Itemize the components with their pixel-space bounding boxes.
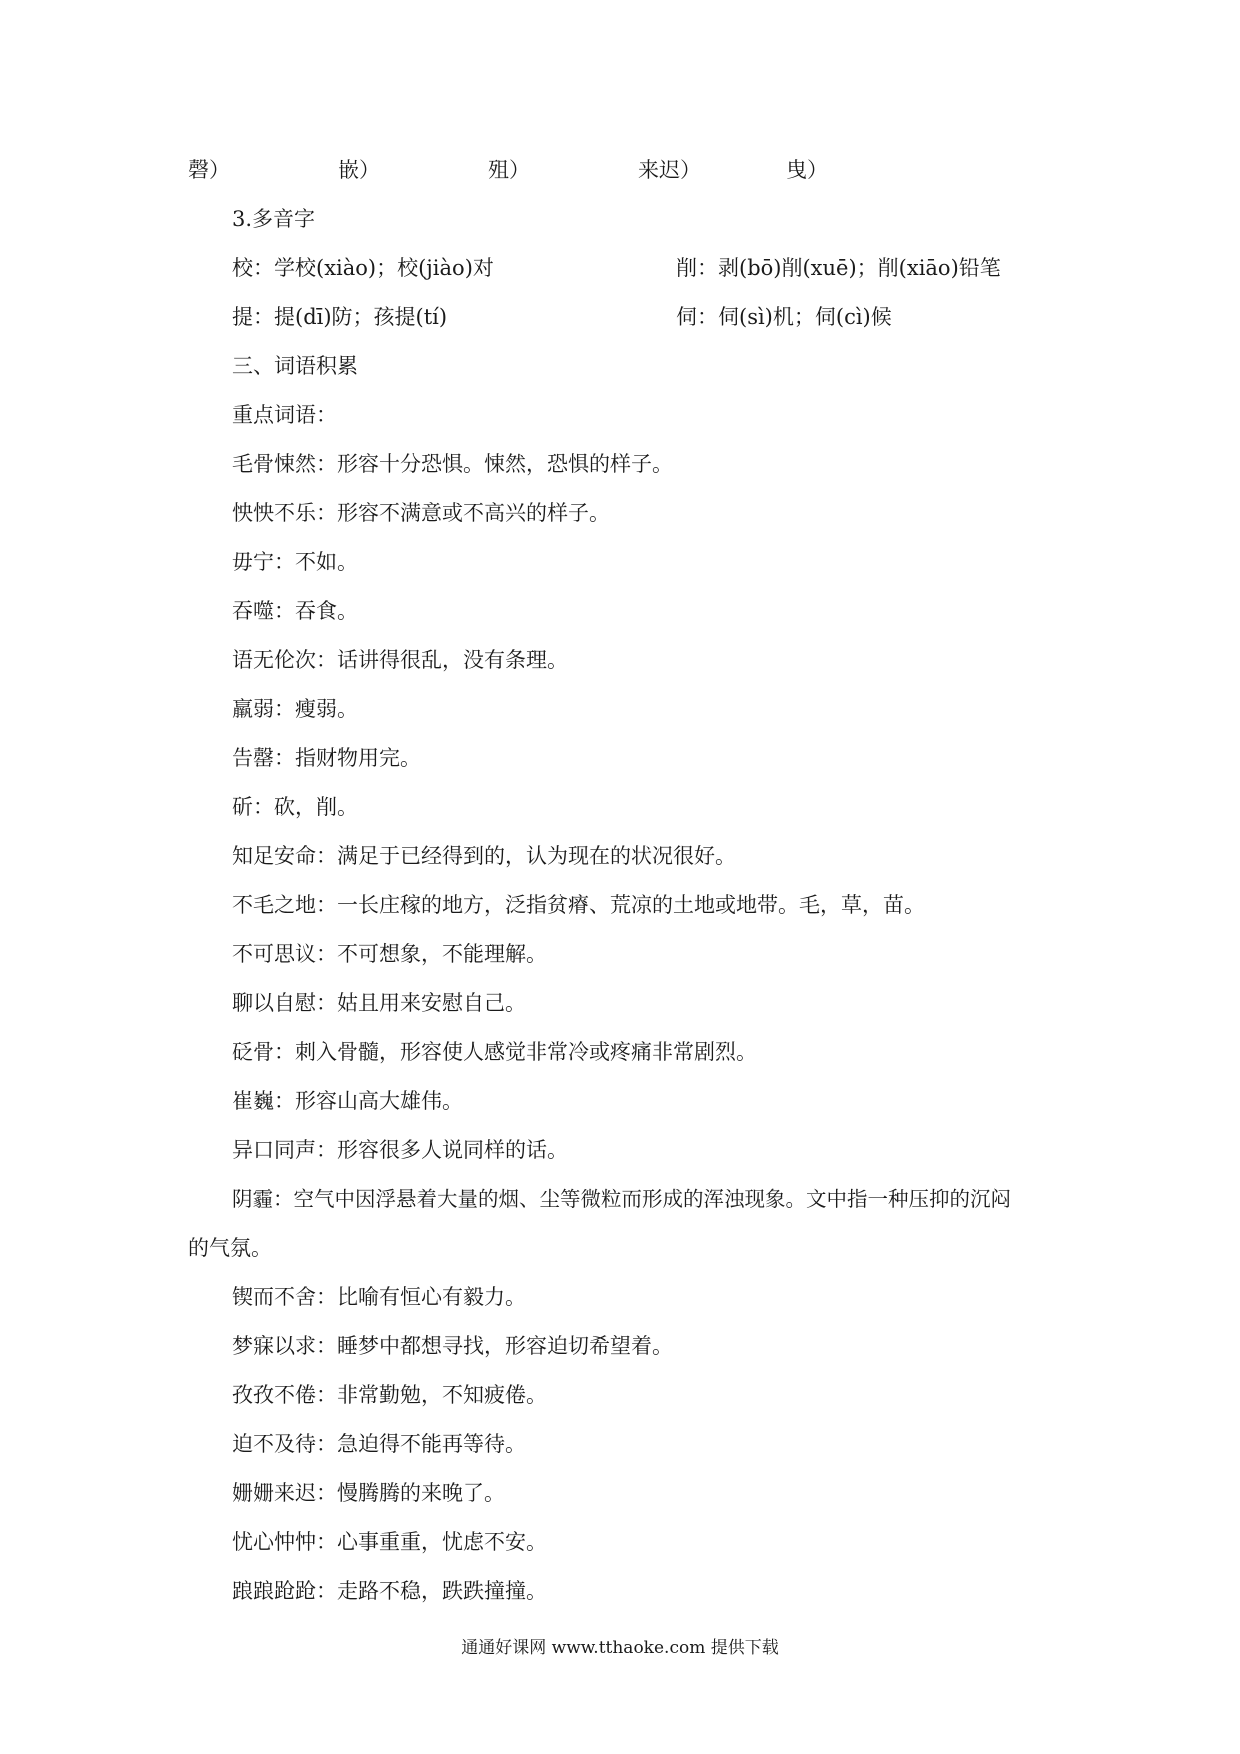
vocab-entry: 语无伦次：话讲得很乱，没有条理。 bbox=[232, 648, 568, 672]
vocab-entry: 孜孜不倦：非常勤勉，不知疲倦。 bbox=[232, 1383, 547, 1407]
vocab-entry: 斫：砍，削。 bbox=[232, 795, 358, 819]
vocab-entry: 姗姗来迟：慢腾腾的来晚了。 bbox=[232, 1481, 505, 1505]
polyphone-row-2-left: 提：提(dī)防；孩提(tí) bbox=[232, 305, 448, 329]
fragment-1: 磬） bbox=[188, 158, 230, 182]
vocab-entry: 砭骨：刺入骨髓，形容使人感觉非常冷或疼痛非常剧烈。 bbox=[232, 1040, 757, 1064]
vocab-entry: 怏怏不乐：形容不满意或不高兴的样子。 bbox=[232, 501, 610, 525]
vocab-entry: 踉踉跄跄：走路不稳，跌跌撞撞。 bbox=[232, 1579, 547, 1603]
vocab-entry: 不可思议：不可想象，不能理解。 bbox=[232, 942, 547, 966]
vocab-entry: 羸弱：瘦弱。 bbox=[232, 697, 358, 721]
vocab-entry: 迫不及待：急迫得不能再等待。 bbox=[232, 1432, 526, 1456]
vocab-entry: 锲而不舍：比喻有恒心有毅力。 bbox=[232, 1285, 526, 1309]
section-heading-vocab: 三、词语积累 bbox=[232, 354, 358, 378]
vocab-entry: 忧心忡忡：心事重重，忧虑不安。 bbox=[232, 1530, 547, 1554]
vocab-entry: 吞噬：吞食。 bbox=[232, 599, 358, 623]
polyphone-row-1-right: 削：剥(bō)削(xuē)；削(xiāo)铅笔 bbox=[676, 256, 1001, 280]
fragment-2: 嵌） bbox=[338, 158, 380, 182]
vocab-entry-haze-line-1: 阴霾：空气中因浮悬着大量的烟、尘等微粒而形成的浑浊现象。文中指一种压抑的沉闷 bbox=[232, 1187, 1011, 1211]
section-heading-polyphone: 3.多音字 bbox=[232, 207, 316, 231]
page-footer: 通通好课网 www.tthaoke.com 提供下载 bbox=[461, 1638, 779, 1658]
fragment-5: 曳） bbox=[786, 158, 828, 182]
fragment-3: 殂） bbox=[488, 158, 530, 182]
vocab-entry-haze-line-2: 的气氛。 bbox=[188, 1236, 272, 1260]
polyphone-row-2-right: 伺：伺(sì)机；伺(cì)候 bbox=[676, 305, 892, 329]
vocab-entry: 知足安命：满足于已经得到的，认为现在的状况很好。 bbox=[232, 844, 736, 868]
vocab-entry: 告罄：指财物用完。 bbox=[232, 746, 421, 770]
vocab-entry: 聊以自慰：姑且用来安慰自己。 bbox=[232, 991, 526, 1015]
polyphone-row-1-left: 校：学校(xiào)；校(jiào)对 bbox=[232, 256, 494, 280]
vocab-entry: 崔巍：形容山高大雄伟。 bbox=[232, 1089, 463, 1113]
vocab-entry: 梦寐以求：睡梦中都想寻找，形容迫切希望着。 bbox=[232, 1334, 673, 1358]
vocab-subheading: 重点词语： bbox=[232, 403, 337, 427]
vocab-entry: 异口同声：形容很多人说同样的话。 bbox=[232, 1138, 568, 1162]
vocab-entry: 毛骨悚然：形容十分恐惧。悚然，恐惧的样子。 bbox=[232, 452, 673, 476]
vocab-entry: 毋宁：不如。 bbox=[232, 550, 358, 574]
fragment-4: 来迟） bbox=[638, 158, 701, 182]
vocab-entry: 不毛之地：一长庄稼的地方，泛指贫瘠、荒凉的土地或地带。毛，草，苗。 bbox=[232, 893, 925, 917]
